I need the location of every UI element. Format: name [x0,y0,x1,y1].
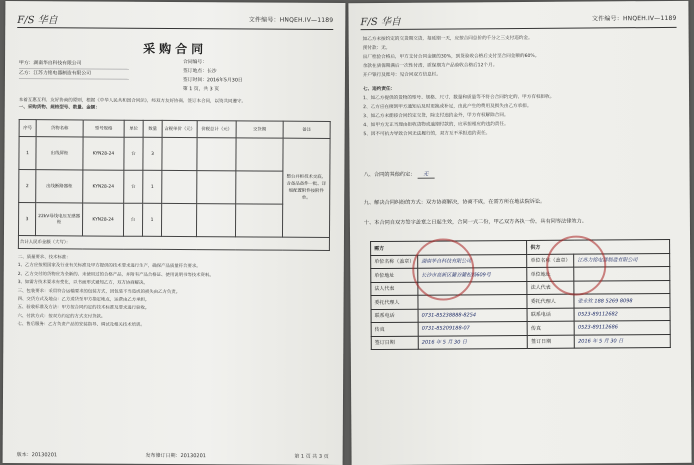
section-9: 九、解决合同纠纷的方式：双方协商解决，协商不成，在需方所在地法院诉讼。 [363,198,546,207]
row-name: 出线屏柜 [36,137,83,170]
section-7-title: 七、违约责任： [362,86,396,93]
remark-cell: 整台并柜技术交底，含备品备件一批、详细配置附件按附件单。 [282,138,330,237]
seller-company-name: 江苏力铭电器制造有限公司 [574,253,670,267]
seller-header: 供方 [527,239,670,253]
row-name: 22kV母线电压互感器柜 [35,203,82,236]
terms-line: 二、质量要求、技术标准： [17,255,71,261]
section-8-value: 无 [417,172,434,179]
party-info [19,59,129,80]
row-no: 3 [18,203,35,236]
seller-sign-date: 2016 年 5 月 30 日 [575,334,671,348]
terms-line: 五、验收标准及方法：甲方按合同约定的技术标准及要求进行验收。 [17,305,150,312]
company-logo: F/S 华自 [17,15,58,27]
terms-line: 预付款：无。 [362,45,391,52]
terms-line: 七、售后服务：乙方负责产品的安装指导、调试及相关技术培训。 [17,322,145,329]
table-row [19,137,330,172]
table-row: 联系电话 0731-85238888-8254 联系电话 0523-89112682 [371,307,670,323]
col-qty: 数量 [143,120,162,137]
goods-table [18,119,331,251]
row-qty: 3 [143,137,162,170]
row-model: KYN28-24 [83,170,124,203]
table-header-row [19,120,330,139]
section-10: 十、本合同自双方签字盖章之日起生效，合同一式二份，甲乙双方各执一份，具有同等法律效力。 [363,218,588,227]
document-number: 文件编号：HNQEH.IV—1189 [591,14,677,23]
terms-line: 5、因不可抗力导致合同无法履行的，双方互不承担违约责任。 [363,131,491,138]
contract-number: 合同编号： [183,60,208,66]
row-no: 2 [19,170,36,203]
terms-line: 2、乙方应在接到甲方通知后及时更换或补足，由此产生的费用及损失由乙方承担。 [363,103,532,111]
contract-intro: 本着互惠互利、友好协商的原则，根据《中华人民共和国合同法》，经双方友好协商，签订本合同，以资共同遵守。 一、采购货物、规格型号、数量、金额： [19,97,331,113]
terms-line: 出厂检验合格后，甲方支付合同金额的30%，到货验收合格后支付至合同金额的60%。 [362,53,540,61]
page-number: 第 1 页，共 3 页 [182,87,220,93]
terms-line: 3、如乙方未能按合同约定交货，除支付违约金外，甲方有权解除合同。 [363,113,509,120]
seller-fax: 0523-89112686 [574,320,670,334]
sign-place: 签订地点：长沙 [182,69,217,75]
table-row: 法人代表 法人代表 [371,280,670,296]
section-7 [363,83,675,139]
contract-page-left [3,1,346,465]
section-1-title: 一、采购货物、规格型号、数量、金额： [18,105,100,111]
page-header [17,11,333,30]
contract-title: 采购合同 [143,41,208,57]
row-unit: 台 [123,203,142,236]
terms-line: 如乙方未按约定的交货期交货，每延期一天，应按合同总价的千分之三支付违约金。 [362,35,533,43]
buyer-address: 长沙市高新区麓谷麓松路609号 [418,267,527,281]
document-number: 文件编号：HNQEH.IV—1189 [248,16,334,24]
row-qty: 1 [143,170,162,203]
buyer-line: 甲方：湖南华自科技有限公司 [19,59,129,70]
payment-terms [363,33,675,80]
section-8 [364,169,676,179]
terms-line: 六、付款方式：按双方约定的方式支付货款。 [17,313,106,320]
col-unit: 单位 [124,120,143,137]
terms-line: 余款在质保期满后一次性付清，质保期为产品验收合格后12个月。 [362,63,498,70]
row-qty: 1 [142,203,161,236]
table-row: 单位地址 长沙市高新区麓谷麓松路609号 单位地址 [371,266,670,282]
row-unit: 台 [124,137,143,170]
col-name: 货物名称 [36,120,83,137]
seller-agent: 张永钦 188 5269 8098 [574,293,670,307]
table-row: 传真 0731-85209188-07 传真 0523-89112686 [371,320,670,336]
col-delivery: 交货期 [236,121,283,138]
buyer-company-seal [412,238,474,300]
total-row [18,236,329,251]
contract-page-right [348,1,691,465]
row-name: 出线断路器柜 [36,170,83,203]
col-total: 价税总计（元） [197,121,236,138]
table-row: 委托代理人 委托代理人 张永钦 188 5269 8098 [371,293,670,309]
col-unit-price: 含税单价（元） [162,120,197,137]
terms-line: 4、如甲方无正当理由拒收货物或逾期付款的，应承担相应的违约责任。 [363,122,509,129]
row-unit: 台 [124,170,143,203]
section-8-title: 八、合同的其他约定： [363,171,416,179]
buyer-sign-date: 2016 年 5 月 30 日 [418,335,527,349]
buyer-fax: 0731-85209188-07 [418,321,527,335]
terms-line: 1、乙方应按照国家及行业有关标准及甲方提供的技术要求进行生产，确保产品质量符合要求。 [17,263,201,270]
seller-line: 乙方：江苏力铭电器制造有限公司 [19,69,129,80]
terms-line: 三、包装要求：采用符合运输要求的包装方式，因包装不当造成的损失由乙方负责。 [17,288,181,295]
col-remark: 备注 [283,121,330,138]
terms-line: 1、如乙方提供的货物的型号、规格、尺寸、数量和质量等不符合合同约定的，甲方有权拒收。 [363,94,555,102]
contract-terms [17,254,325,332]
row-no: 1 [19,137,36,170]
buyer-phone: 0731-85238888-8254 [418,308,527,322]
total-amount-label: 合计人民币金额（大写）： [18,236,329,251]
page-footer [17,451,329,460]
footer-version: 版本：20130201 [16,452,58,459]
terms-line: 2、乙方交付的货物应为全新的、未使用过的合格产品，并附有产品合格证、使用说明书等技术资料。 [17,271,214,279]
table-row: 单位名称（盖章） 湖南华自科技有限公司 单位名称（盖章） 江苏力铭电器制造有限公司 [371,253,670,269]
row-model: KYN28-24 [82,203,123,236]
page-header [360,11,676,30]
contract-meta [183,58,313,95]
col-no: 序号 [19,120,36,137]
terms-line: 四、交货方式及地点：乙方送货至甲方指定地点，运费由乙方承担。 [17,297,150,303]
buyer-header: 需方 [371,240,527,255]
footer-revision-date: 发布修订日期：20130201 [145,452,206,460]
terms-line: 开户银行及账号：见合同双方信息栏。 [362,72,442,79]
sign-date: 签订时间：2016年5月30日 [182,78,243,84]
seller-company-seal [546,235,606,295]
table-row: 签订日期 2016 年 5 月 30 日 签订日期 2016 年 5 月 30 日 [371,334,670,350]
row-model: KYN28-24 [83,137,124,170]
company-logo: F/S 华自 [360,16,401,29]
col-model: 型号规格 [83,120,124,137]
terms-line: 3、如需方技术要求有变化，以书面形式通知乙方，双方协商解决。 [17,280,148,287]
buyer-company-name: 湖南华自科技有限公司 [418,254,527,268]
seller-phone: 0523-89112682 [574,307,670,321]
footer-page: 第 1 页 共 3 页 [294,453,329,460]
